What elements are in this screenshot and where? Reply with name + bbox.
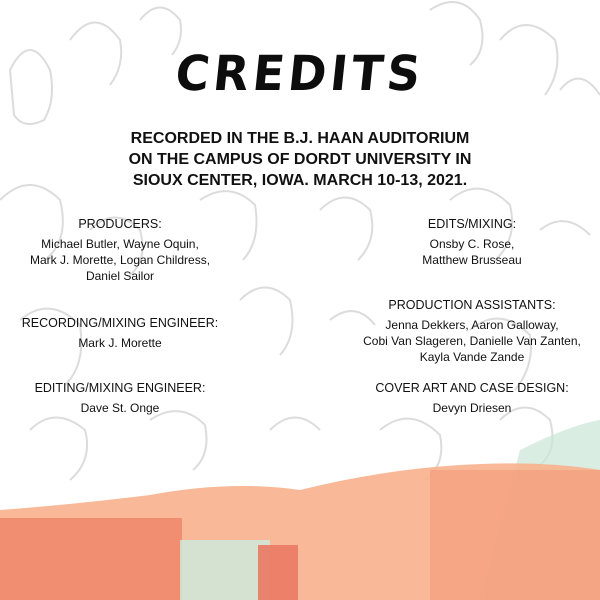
producers-block bbox=[0, 216, 240, 284]
producers-role: PRODUCERS: bbox=[78, 217, 162, 231]
cover-art-block bbox=[352, 380, 592, 416]
recording-engineer-role: RECORDING/MIXING ENGINEER: bbox=[21, 316, 219, 330]
mint-block bbox=[180, 540, 270, 600]
cover-art-role: COVER ART AND CASE DESIGN: bbox=[375, 381, 569, 395]
edits-mixing-block bbox=[352, 216, 592, 268]
salmon-block-mid bbox=[258, 545, 298, 600]
recording-info: RECORDED IN THE B.J. HAAN AUDITORIUM ON THE CAMPUS OF DORDT UNIVERSITY IN SIOUX CENTER, IOWA. MARCH 10-13, 2021. bbox=[128, 130, 472, 189]
recording-engineer-names: Mark J. Morette bbox=[78, 336, 162, 350]
edits-mixing-role: EDITS/MIXING: bbox=[427, 217, 517, 231]
cover-art-names: Devyn Driesen bbox=[432, 401, 512, 415]
recording-engineer-block bbox=[0, 315, 240, 351]
production-assistants-block bbox=[352, 297, 592, 365]
credits-title: CREDITS bbox=[172, 44, 428, 102]
production-assistants-role: PRODUCTION ASSISTANTS: bbox=[388, 298, 556, 312]
edits-mixing-names: Onsby C. Rose, Matthew Brusseau bbox=[422, 237, 522, 267]
editing-engineer-block bbox=[0, 380, 240, 416]
production-assistants-names: Jenna Dekkers, Aaron Galloway, Cobi Van Slageren, Danielle Van Zanten, Kayla Vande Zande bbox=[363, 318, 581, 364]
salmon-block-right bbox=[430, 470, 600, 600]
producers-names: Michael Butler, Wayne Oquin, Mark J. Morette, Logan Childress, Daniel Sailor bbox=[29, 237, 211, 283]
editing-engineer-names: Dave St. Onge bbox=[80, 401, 160, 415]
editing-engineer-role: EDITING/MIXING ENGINEER: bbox=[34, 381, 206, 395]
salmon-block-left bbox=[0, 518, 182, 600]
